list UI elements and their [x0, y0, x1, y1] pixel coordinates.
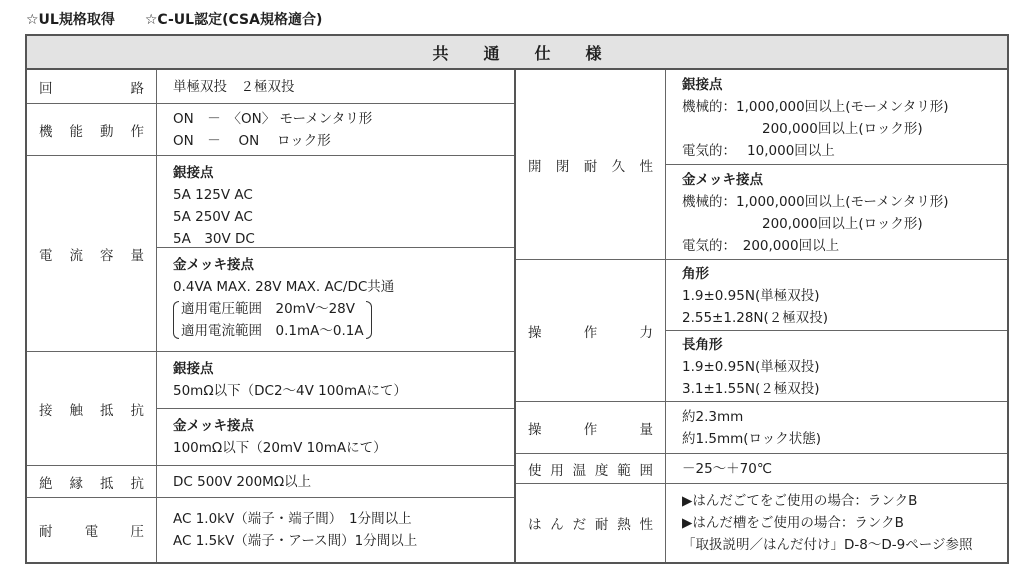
value-line: AC 1.5kV（端子・アース間）1分間以上	[173, 533, 418, 549]
value-solder	[666, 484, 1007, 562]
spec-table-header	[27, 36, 1007, 70]
row-insulation	[27, 466, 514, 498]
label-contact-resistance	[27, 352, 157, 465]
spec-left-column	[27, 70, 516, 562]
label-char: 能	[69, 123, 83, 140]
label-char: 力	[639, 324, 653, 341]
value-line: 3.1±1.55N(２極双投)	[682, 381, 820, 397]
value-line: 「取扱説明／はんだ付け」D-8〜D-9ページ参照	[682, 537, 973, 553]
value-line: 適用電流範囲 0.1mA〜0.1A	[181, 323, 364, 339]
label-char: 電	[39, 247, 53, 264]
durability-gold	[666, 165, 1007, 260]
sub-heading: 銀接点	[173, 165, 214, 181]
label-text	[528, 459, 653, 479]
label-char: 耐	[594, 517, 609, 533]
label-solder	[516, 484, 666, 562]
value-text: DC 500V 200MΩ以上	[173, 473, 312, 490]
sub-heading: 長角形	[682, 337, 723, 353]
label-char: 抵	[100, 402, 114, 419]
row-durability	[516, 70, 1007, 260]
label-durability	[516, 70, 666, 259]
label-char: 容	[100, 247, 114, 264]
row-circuit	[27, 70, 514, 104]
row-temperature	[516, 454, 1007, 484]
value-line: 5A 30V DC	[173, 231, 255, 247]
value-durability	[666, 70, 1007, 259]
durability-silver	[666, 70, 1007, 165]
cul-certification: ☆C-UL認定(CSA規格適合)	[144, 12, 323, 28]
label-char: 作	[130, 123, 144, 140]
row-withstand-voltage	[27, 498, 514, 562]
sub-heading: 金メッキ接点	[173, 257, 254, 273]
value-line: 1.9±0.95N(単極双投)	[682, 288, 820, 304]
label-text	[528, 321, 653, 341]
value-travel	[666, 402, 1007, 453]
range-bracket	[173, 298, 364, 342]
label-text	[39, 77, 144, 97]
label-char: 動	[100, 123, 114, 140]
value-line: ▶はんだごてをご使用の場合：ランクB	[682, 493, 918, 509]
label-char: 作	[583, 324, 598, 341]
spec-table	[25, 34, 1009, 564]
value-line: 5A 125V AC	[173, 187, 253, 203]
force-long	[666, 331, 1007, 402]
label-char: 路	[130, 80, 144, 97]
label-text	[39, 520, 144, 540]
sub-heading: 銀接点	[682, 77, 723, 93]
row-contact-resistance	[27, 352, 514, 466]
label-function	[27, 104, 157, 155]
label-voltage	[27, 498, 157, 562]
label-text	[39, 244, 144, 264]
value-line: ▶はんだ槽をご使用の場合：ランクB	[682, 515, 904, 531]
value-line: 機械的：1,000,000回以上(モーメンタリ形)	[682, 99, 949, 115]
label-char: 縁	[69, 475, 83, 492]
label-text	[39, 120, 144, 140]
label-current	[27, 156, 157, 351]
ul-certification: ☆UL規格取得	[26, 12, 115, 28]
value-circuit	[157, 70, 514, 103]
value-contact-resistance	[157, 352, 514, 465]
label-char: 作	[583, 421, 598, 438]
label-char: 熱	[617, 517, 631, 533]
value-line: 50mΩ以下（DC2〜4V 100mAにて）	[173, 383, 407, 399]
label-char: 抗	[130, 402, 144, 419]
label-char: 耐	[583, 158, 598, 175]
value-insulation	[157, 466, 514, 497]
value-voltage	[157, 498, 514, 562]
label-text	[528, 155, 653, 175]
value-line: 機械的：1,000,000回以上(モーメンタリ形)	[682, 194, 949, 210]
value-line: 約2.3mm	[682, 408, 744, 425]
label-char: 絶	[39, 475, 53, 492]
value-line: 0.4VA MAX. 28V MAX. AC/DC共通	[173, 279, 395, 295]
label-char: 耐	[39, 524, 53, 540]
value-line: 100mΩ以下（20mV 10mAにて）	[173, 440, 387, 456]
label-char: ん	[550, 517, 564, 533]
label-char: 閉	[555, 158, 570, 175]
certifications	[26, 8, 322, 30]
label-char: 接	[39, 402, 53, 419]
label-char: 操	[528, 324, 542, 341]
value-line: 200,000回以上(ロック形)	[762, 121, 923, 137]
value-line: 電気的： 10,000回以上	[682, 143, 835, 159]
value-line: 1.9±0.95N(単極双投)	[682, 359, 820, 375]
spec-table-title: 共通仕様	[432, 43, 637, 63]
label-char: 機	[39, 123, 53, 140]
spec-right-column	[516, 70, 1007, 562]
value-text: 単極双投 ２極双投	[173, 78, 295, 95]
value-function	[157, 104, 514, 155]
label-text	[528, 513, 653, 533]
label-char: 流	[69, 247, 83, 264]
label-char: 使	[528, 462, 542, 479]
label-char: は	[528, 517, 542, 533]
sub-heading: 金メッキ接点	[173, 418, 254, 434]
label-char: 回	[39, 80, 53, 97]
label-temperature	[516, 454, 666, 483]
value-line: ON － ON ロック形	[173, 132, 331, 149]
resistance-silver	[157, 352, 514, 409]
label-char: 性	[639, 517, 653, 533]
label-travel	[516, 402, 666, 453]
label-char: 触	[69, 402, 83, 419]
value-line: 5A 250V AC	[173, 209, 253, 225]
label-circuit	[27, 70, 157, 103]
value-line: AC 1.0kV（端子・端子間） 1分間以上	[173, 511, 412, 527]
label-text	[39, 399, 144, 419]
sub-heading: 金メッキ接点	[682, 172, 763, 188]
value-temperature	[666, 454, 1007, 483]
row-function	[27, 104, 514, 156]
value-line: 200,000回以上(ロック形)	[762, 216, 923, 232]
row-operating-force	[516, 260, 1007, 402]
label-char: だ	[572, 517, 587, 533]
label-char: 抗	[130, 475, 144, 492]
label-char: 電	[84, 524, 99, 540]
value-force	[666, 260, 1007, 401]
label-char: 温	[572, 462, 587, 479]
value-line: 電気的： 200,000回以上	[682, 238, 840, 254]
value-text: －25〜＋70℃	[682, 460, 773, 477]
label-char: 圧	[130, 524, 144, 540]
value-line: 適用電圧範囲 20mV〜28V	[181, 301, 355, 317]
label-char: 久	[611, 158, 626, 175]
force-square	[666, 260, 1007, 331]
label-char: 性	[639, 158, 653, 175]
label-char: 操	[528, 421, 542, 438]
row-solder-heat	[516, 484, 1007, 562]
label-char: 用	[550, 462, 564, 479]
sub-heading: 角形	[682, 266, 709, 282]
sub-heading: 銀接点	[173, 361, 214, 377]
label-char: 範	[617, 462, 631, 479]
label-force	[516, 260, 666, 401]
label-char: 抵	[100, 475, 114, 492]
current-gold	[157, 248, 514, 352]
label-char: 囲	[639, 462, 653, 479]
label-char: 開	[528, 158, 542, 175]
value-line: ON － 〈ON〉 モーメンタリ形	[173, 110, 373, 127]
value-current	[157, 156, 514, 351]
row-current-capacity	[27, 156, 514, 352]
value-line: 約1.5mm(ロック状態)	[682, 430, 822, 447]
row-travel	[516, 402, 1007, 454]
label-insulation	[27, 466, 157, 497]
label-char: 度	[594, 462, 609, 479]
label-char: 量	[130, 247, 144, 264]
resistance-gold	[157, 409, 514, 466]
label-char: 量	[639, 421, 653, 438]
label-text	[528, 418, 653, 438]
current-silver	[157, 156, 514, 248]
value-line: 2.55±1.28N(２極双投)	[682, 310, 829, 326]
label-text	[39, 472, 144, 492]
